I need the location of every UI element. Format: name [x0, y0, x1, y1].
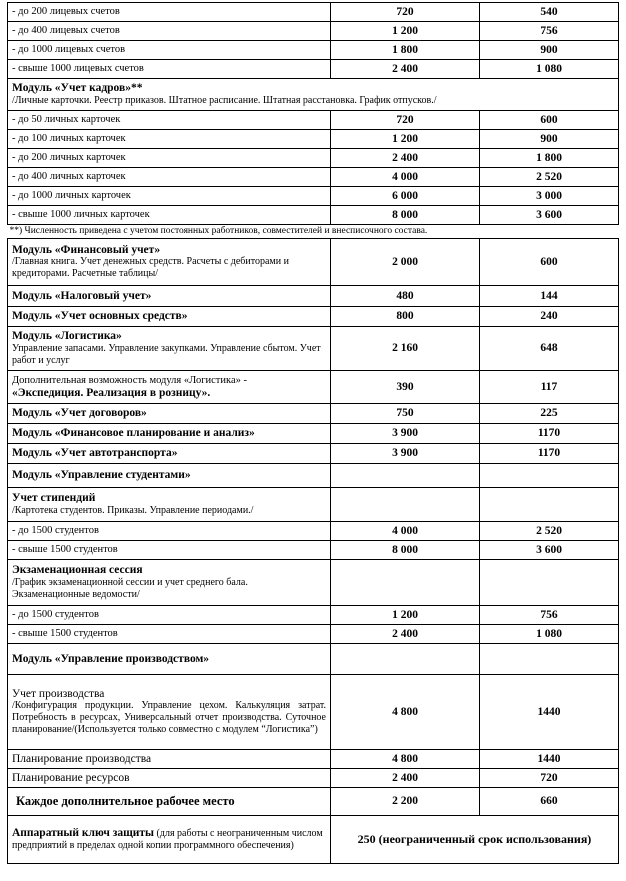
- row-label: - до 1500 студентов: [8, 522, 331, 541]
- row-price: 1 200: [331, 606, 480, 625]
- key-title: Аппаратный ключ защиты: [12, 826, 155, 839]
- account-tier-row: [8, 60, 619, 79]
- row-label: - до 1000 лицевых счетов: [8, 41, 331, 60]
- kadry-desc: /Личные карточки. Реестр приказов. Штатное расписание. Штатная расстановка. График отпусков./: [12, 94, 437, 106]
- row-label: - до 400 лицевых счетов: [8, 22, 331, 41]
- logistics-title: Модуль «Логистика»: [12, 330, 122, 343]
- row-update-price: 3 600: [480, 541, 619, 560]
- planning-title: Модуль «Финансовое планирование и анализ»: [8, 424, 331, 444]
- assets-title: Модуль «Учет основных средств»: [8, 307, 331, 327]
- exam-title: Экзаменационная сессия: [12, 564, 143, 577]
- logistics-desc: Управление запасами. Управление закупками. Управление сбытом. Учет работ и услуг: [12, 342, 321, 366]
- row-label: - до 50 личных карточек: [8, 111, 331, 130]
- resource-planning-price: 2 400: [331, 769, 480, 788]
- kadry-footnote: **) Численность приведена с учетом постоянных работников, совместителей и внесписочного состава.: [9, 226, 428, 236]
- row-label: - до 200 личных карточек: [8, 149, 331, 168]
- exam-desc: /График экзаменационной сессии и учет среднего бала. Экзаменационные ведомости/: [12, 576, 248, 600]
- row-label: - свыше 1000 лицевых счетов: [8, 60, 331, 79]
- row-label: - до 1000 личных карточек: [8, 187, 331, 206]
- transport-row: [8, 444, 619, 464]
- workplace-price: 2 200: [331, 788, 480, 816]
- logistics-update: 648: [480, 327, 619, 371]
- row-update-price: 540: [480, 3, 619, 22]
- row-update-price: 2 520: [480, 168, 619, 187]
- transport-title: Модуль «Учет автотранспорта»: [8, 444, 331, 464]
- students-header-row: [8, 464, 619, 488]
- finance-title: Модуль «Финансовый учет»: [12, 243, 161, 256]
- row-update-price: 1 080: [480, 60, 619, 79]
- logistics-price: 2 160: [331, 327, 480, 371]
- row-update-price: 756: [480, 606, 619, 625]
- resource-planning-update: 720: [480, 769, 619, 788]
- row-update-price: 3 000: [480, 187, 619, 206]
- workplace-update: 660: [480, 788, 619, 816]
- price-table: [7, 2, 619, 864]
- kadry-tier-row: [8, 111, 619, 130]
- resource-planning-row: [8, 769, 619, 788]
- exam-tier-row: [8, 625, 619, 644]
- tax-title: Модуль «Налоговый учет»: [8, 286, 331, 307]
- tax-row: [8, 286, 619, 307]
- row-price: 4 000: [331, 168, 480, 187]
- row-price: 1 200: [331, 130, 480, 149]
- contracts-row: [8, 404, 619, 424]
- kadry-tier-row: [8, 187, 619, 206]
- planning-row: [8, 424, 619, 444]
- kadry-title: Модуль «Учет кадров»**: [12, 82, 143, 95]
- row-price: 720: [331, 3, 480, 22]
- production-title: Модуль «Управление производством»: [8, 644, 331, 675]
- row-price: 6 000: [331, 187, 480, 206]
- key-cell: [8, 816, 331, 864]
- production-planning-row: [8, 750, 619, 769]
- kadry-tier-row: [8, 206, 619, 225]
- kadry-cell: [8, 79, 619, 111]
- finance-cell: [8, 239, 331, 286]
- row-update-price: 2 520: [480, 522, 619, 541]
- row-price: 1 800: [331, 41, 480, 60]
- row-price: 4 000: [331, 522, 480, 541]
- key-desc: (для работы с неограниченным числом предприятий в пределах одной копии программного обеспечения): [12, 827, 323, 851]
- stip-tier-row: [8, 522, 619, 541]
- kadry-tier-row: [8, 130, 619, 149]
- assets-price: 800: [331, 307, 480, 327]
- row-update-price: 1 080: [480, 625, 619, 644]
- logistics-row: [8, 327, 619, 371]
- students-title: Модуль «Управление студентами»: [8, 464, 331, 488]
- account-tier-row: [8, 22, 619, 41]
- stip-header-row: [8, 488, 619, 522]
- production-planning-update: 1440: [480, 750, 619, 769]
- finance-row: [8, 239, 619, 286]
- workplace-title: Каждое дополнительное рабочее место: [8, 788, 331, 816]
- row-price: 720: [331, 111, 480, 130]
- production-accounting-update: 1440: [480, 675, 619, 750]
- account-tier-row: [8, 3, 619, 22]
- assets-row: [8, 307, 619, 327]
- contracts-title: Модуль «Учет договоров»: [8, 404, 331, 424]
- row-label: - до 400 личных карточек: [8, 168, 331, 187]
- workplace-row: [8, 788, 619, 816]
- account-tier-row: [8, 41, 619, 60]
- exam-header-row: [8, 560, 619, 606]
- transport-update: 1170: [480, 444, 619, 464]
- row-label: - свыше 1000 личных карточек: [8, 206, 331, 225]
- tax-price: 480: [331, 286, 480, 307]
- production-accounting-row: [8, 675, 619, 750]
- exam-cell: [8, 560, 331, 606]
- production-planning-price: 4 800: [331, 750, 480, 769]
- planning-update: 1170: [480, 424, 619, 444]
- production-accounting-cell: [8, 675, 331, 750]
- key-row: [8, 816, 619, 864]
- finance-desc: /Главная книга. Учет денежных средств. Расчеты с дебиторами и кредиторами. Расчетные таблицы/: [12, 256, 289, 280]
- finance-price: 2 000: [331, 239, 480, 286]
- production-accounting-title: Учет производства: [12, 687, 105, 700]
- kadry-tier-row: [8, 168, 619, 187]
- exam-tier-row: [8, 606, 619, 625]
- row-price: 2 400: [331, 149, 480, 168]
- contracts-update: 225: [480, 404, 619, 424]
- finance-update: 600: [480, 239, 619, 286]
- row-update-price: 900: [480, 41, 619, 60]
- stip-desc: /Картотека студентов. Приказы. Управление периодами./: [12, 504, 254, 516]
- production-header-row: [8, 644, 619, 675]
- contracts-price: 750: [331, 404, 480, 424]
- production-accounting-price: 4 800: [331, 675, 480, 750]
- addon-line1: Дополнительная возможность модуля «Логистика» -: [12, 374, 247, 386]
- addon-row: [8, 371, 619, 404]
- row-price: 2 400: [331, 60, 480, 79]
- assets-update: 240: [480, 307, 619, 327]
- addon-update: 117: [480, 371, 619, 404]
- row-label: - до 200 лицевых счетов: [8, 3, 331, 22]
- row-label: - до 100 личных карточек: [8, 130, 331, 149]
- addon-cell: [8, 371, 331, 404]
- stip-title: Учет стипендий: [12, 492, 96, 505]
- transport-price: 3 900: [331, 444, 480, 464]
- resource-planning-label: Планирование ресурсов: [8, 769, 331, 788]
- stip-cell: [8, 488, 331, 522]
- row-price: 1 200: [331, 22, 480, 41]
- row-update-price: 600: [480, 111, 619, 130]
- row-price: 8 000: [331, 541, 480, 560]
- row-price: 8 000: [331, 206, 480, 225]
- stip-tier-row: [8, 541, 619, 560]
- key-value: 250 (неограниченный срок использования): [331, 816, 619, 864]
- tax-update: 144: [480, 286, 619, 307]
- row-label: - до 1500 студентов: [8, 606, 331, 625]
- planning-price: 3 900: [331, 424, 480, 444]
- row-label: - свыше 1500 студентов: [8, 541, 331, 560]
- kadry-tier-row: [8, 149, 619, 168]
- row-label: - свыше 1500 студентов: [8, 625, 331, 644]
- production-accounting-desc: /Конфигурация продукции. Управление цехом. Калькуляция затрат. Потребность в ресурсах, Универсальный отчет производства. Суточное планирование/(Используется только совместно с модулем “Логистика”): [12, 700, 326, 736]
- row-price: 2 400: [331, 625, 480, 644]
- kadry-footnote-row: [8, 225, 619, 239]
- row-update-price: 756: [480, 22, 619, 41]
- row-update-price: 3 600: [480, 206, 619, 225]
- row-update-price: 900: [480, 130, 619, 149]
- row-update-price: 1 800: [480, 149, 619, 168]
- addon-line2: «Экспедиция. Реализация в розницу».: [12, 387, 211, 399]
- production-planning-label: Планирование производства: [8, 750, 331, 769]
- logistics-cell: [8, 327, 331, 371]
- kadry-header-row: [8, 79, 619, 111]
- addon-price: 390: [331, 371, 480, 404]
